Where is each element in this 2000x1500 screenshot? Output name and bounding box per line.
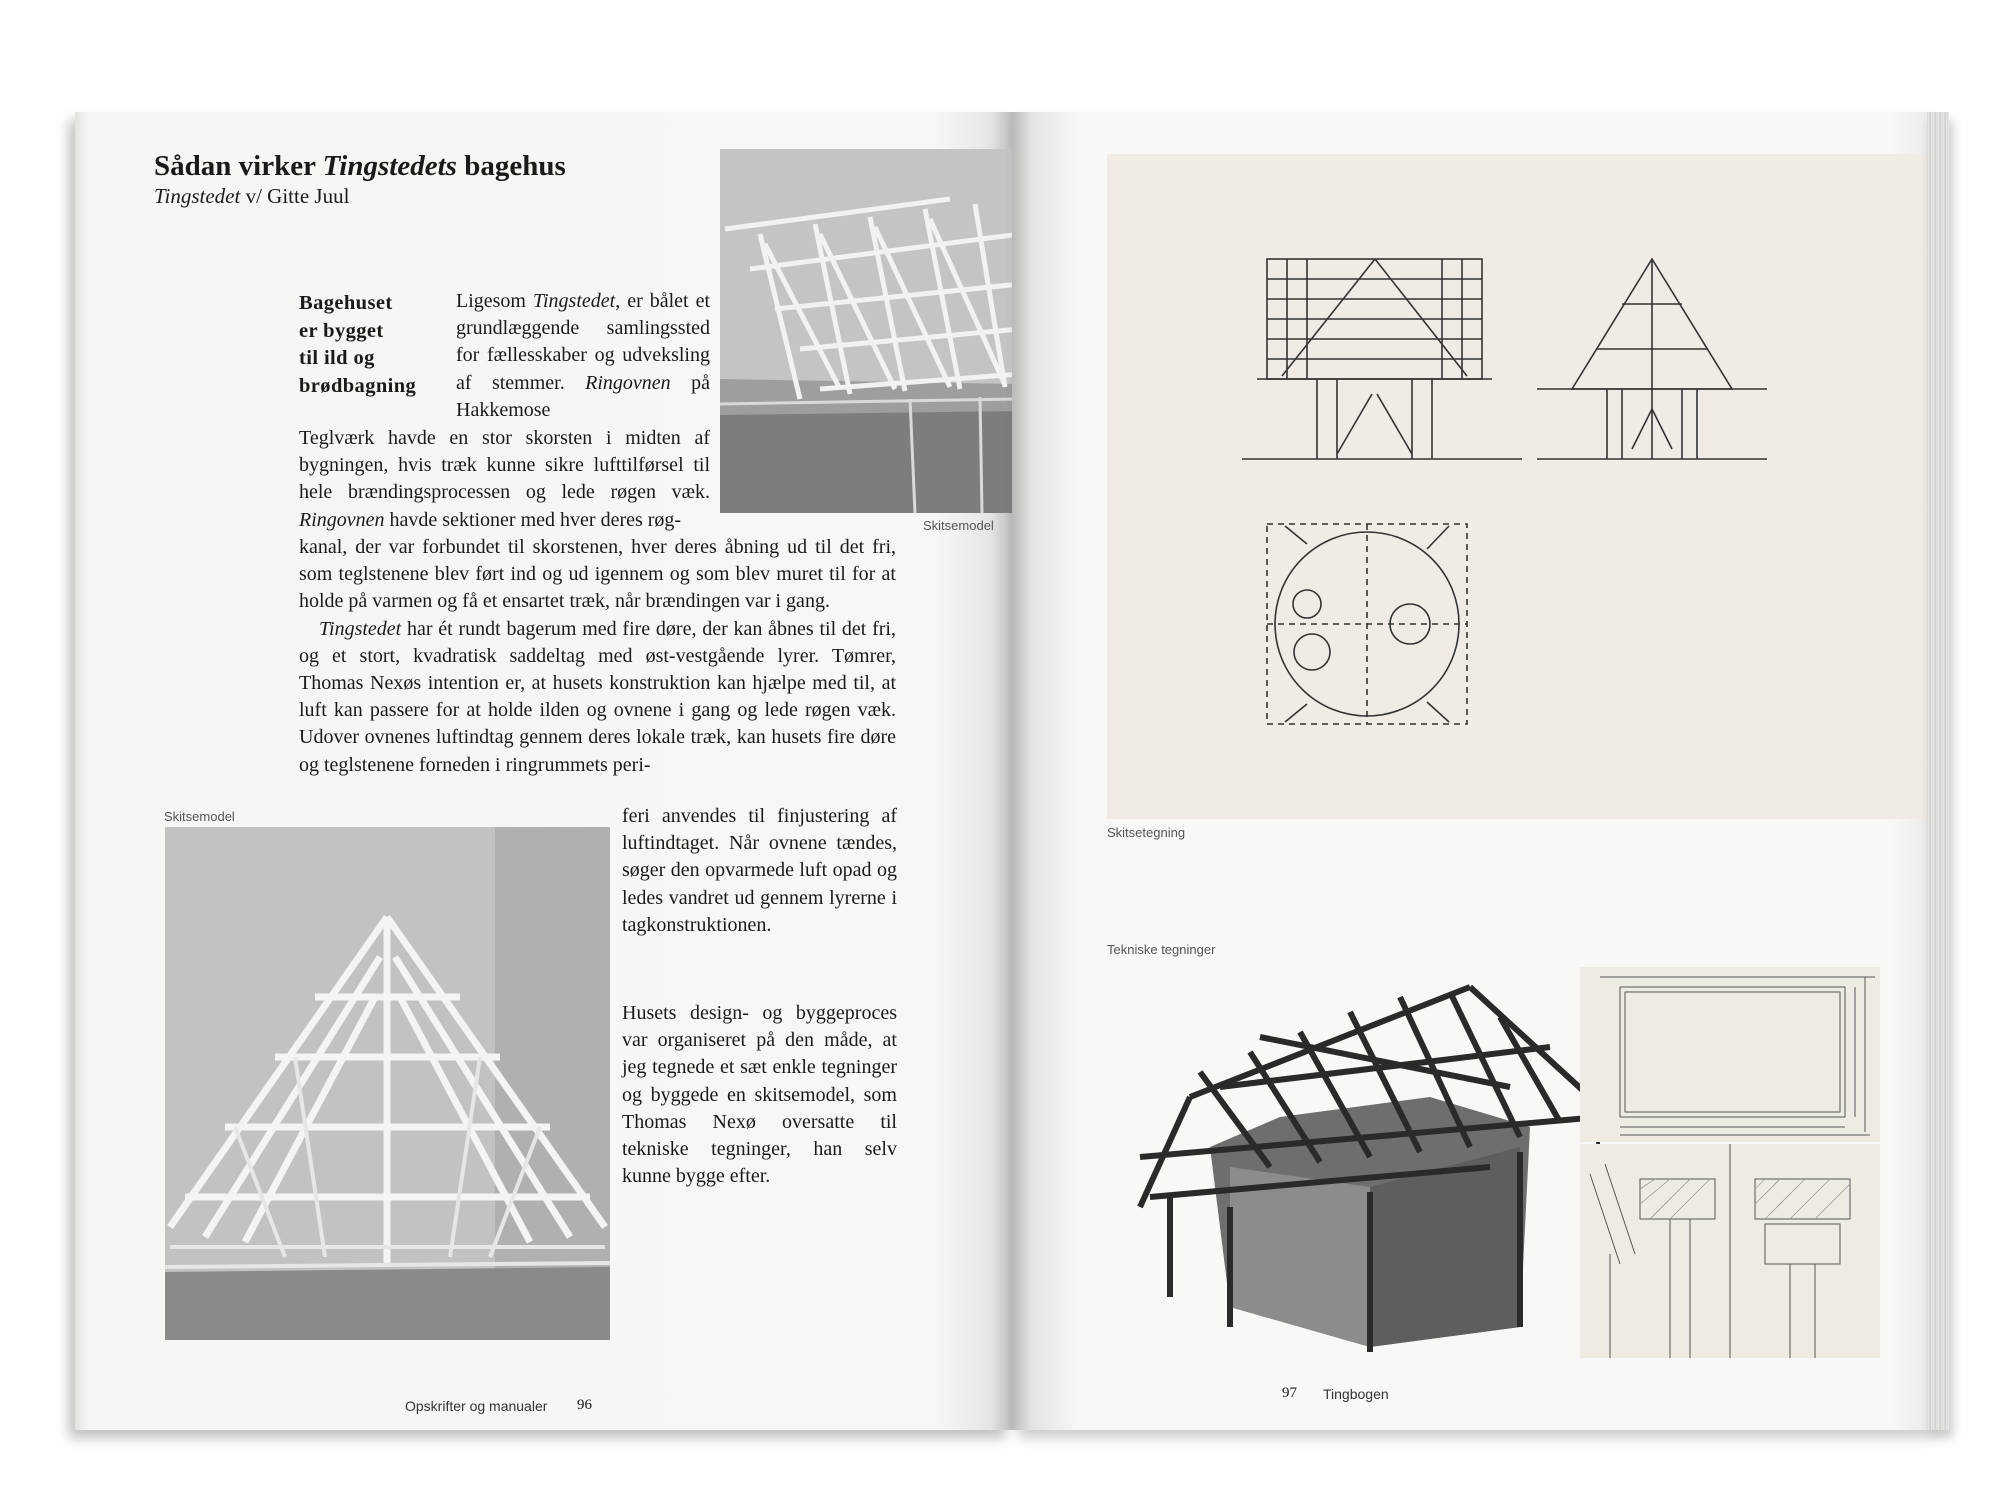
- article-title: Sådan virker Tingstedets bagehus: [154, 150, 566, 182]
- body-text-main: kanal, der var forbundet til skorstenen, hver deres åbning ud til det fri, som teglstenene blev ført ind og ud igennem og som blev muret til for at holde på varmen og få et ensartet træk, når brændingen var i gang. Tingstedet har ét rundt bagerum med fire døre, der kan åbnes til det fri, og et stort, kvadratisk saddeltag med øst-vestgående lyrer. Tømrer, Thomas Nexøs intention er, at husets konstruktion kan hjælpe med til, at luft kan passere for at holde ilden og ovnene i gang og lede røgen væk. Udover ovnenes luftindtag gennem deres lokale træk, kan husets fire døre og teglstenene forneden i ringrummets peri-: [299, 536, 896, 776]
- open-book: [75, 112, 1935, 1432]
- body-text-ringovn: Teglværk havde en stor skorsten i midten af bygningen, hvis træk kunne sikre lufttilførsel til hele brændingsprocessen og lede røgen væk. Ringovnen havde sektioner med hver deres røg-: [299, 427, 710, 531]
- sketch-model-photo-bottom: [165, 827, 610, 1340]
- caption-top-photo: Skitsemodel: [923, 518, 994, 533]
- caption-sketch-drawing: Skitsetegning: [1107, 825, 1186, 840]
- page-edges: [1927, 112, 1949, 1430]
- body-text-luftindtag: feri anvendes til finjustering af luftindtaget. Når ovnene tændes, søger den opvarmede luft opad og ledes vandret ud gennem lyrerne i tagkonstruktionen.: [622, 805, 897, 936]
- caption-technical-drawings: Tekniske tegninger: [1107, 942, 1216, 957]
- side-heading: Bagehuset er bygget til ild og brødbagning: [299, 292, 417, 397]
- article-byline: Tingstedet v/ Gitte Juul: [154, 184, 350, 208]
- technical-3d-model: [1130, 967, 1600, 1357]
- page-number-right: 97: [1282, 1385, 1297, 1401]
- page-number-left: 96: [577, 1397, 592, 1413]
- sketch-model-photo-top: [720, 149, 1020, 513]
- technical-drawing-plan: [1580, 967, 1880, 1142]
- technical-drawing-details: [1580, 1144, 1880, 1358]
- caption-bottom-photo: Skitsemodel: [164, 809, 235, 824]
- footer-section-label: Opskrifter og manualer: [405, 1398, 548, 1414]
- right-page: [1012, 112, 1927, 1430]
- left-page: [75, 112, 1012, 1430]
- footer-book-title: Tingbogen: [1323, 1386, 1389, 1402]
- body-text-design-process: Husets design- og byggeproces var organiseret på den måde, at jeg tegnede et sæt enkle tegninger og byggede en skitsemodel, som Thomas Nexø oversatte til tekniske tegninger, han selv kunne bygge efter.: [622, 1002, 897, 1188]
- body-text-intro: Ligesom Tingstedet, er bålet et grundlæggende samlingssted for fællesskaber og udveksling af stemmer. Ringovnen på Hakkemose: [456, 290, 710, 421]
- sketch-drawing-panel: [1107, 154, 1936, 819]
